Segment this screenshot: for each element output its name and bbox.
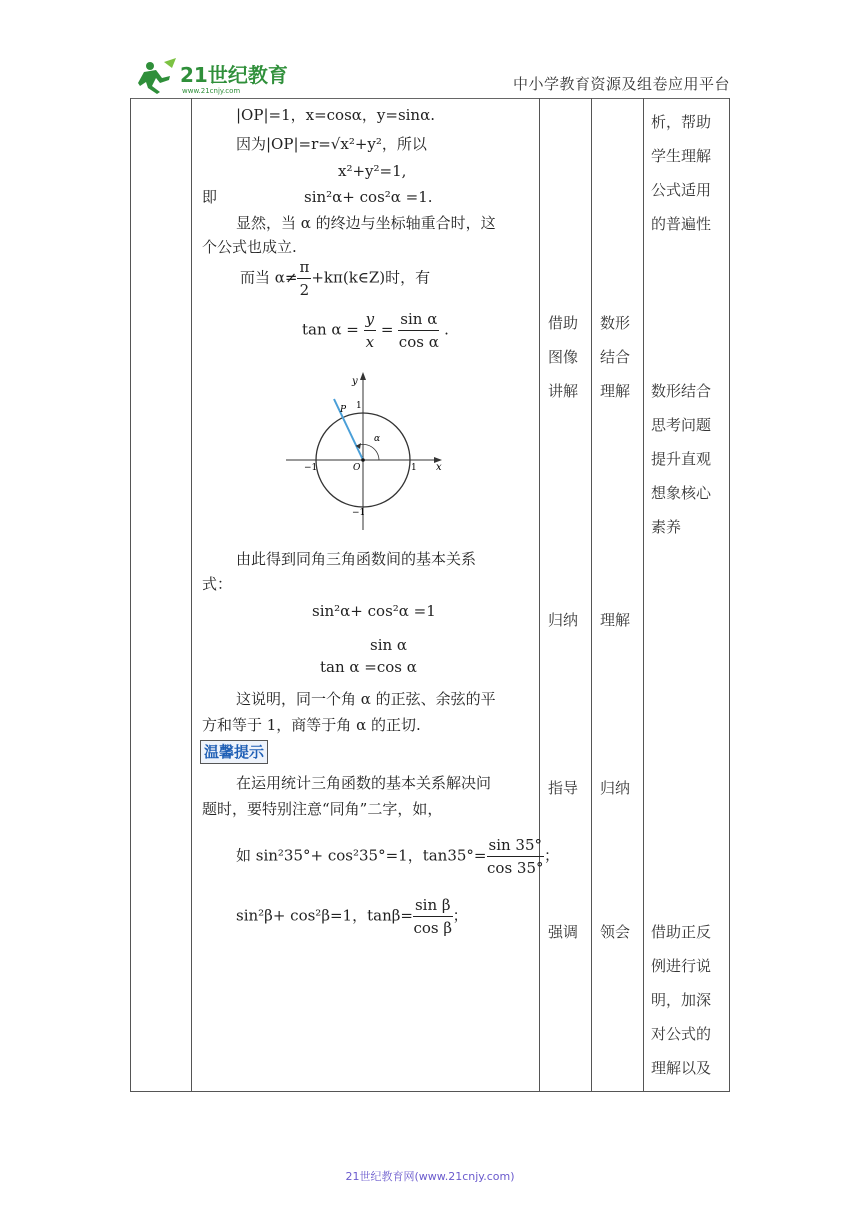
- content-line: 由此得到同角三角函数间的基本关系: [236, 550, 477, 568]
- content-line: 即: [202, 188, 218, 206]
- angle-alpha-label: α: [374, 434, 381, 444]
- content-line: 式：: [202, 575, 233, 593]
- condition-line: 而当 α≠ $\frac{\pi}{2}$ +kπ(k∈Z)时，有: [240, 258, 431, 299]
- origin-label: O: [353, 463, 361, 473]
- logo-21cnjy: [136, 56, 296, 96]
- design-intent-2: 数形结合 思考问题 提升直观 想象核心 素养: [651, 382, 712, 536]
- teacher-activity-4: 强调: [548, 923, 579, 941]
- svg-text:www.21cnjy.com: www.21cnjy.com: [182, 87, 241, 95]
- tick-label: −1: [304, 463, 318, 473]
- student-activity-4: 领会: [600, 923, 631, 941]
- student-activity-1: 数形 结合 理解: [600, 314, 631, 400]
- column-divider: [643, 98, 644, 1091]
- content-line: sin²α+ cos²α =1.: [304, 188, 433, 206]
- page-footer: 21世纪教育网(www.21cnjy.com): [345, 1170, 515, 1183]
- student-activity-2: 理解: [600, 611, 631, 629]
- sin35-over-cos35-fraction: $\frac{\sin 35^\circ}{\cos 35^\circ}$: [487, 836, 544, 877]
- content-line: 题时，要特别注意“同角”二字，如，: [202, 800, 443, 818]
- example-1: 如 sin²35°+ cos²35°=1，tan35°= $\frac{\sin 35^\circ}{\cos 35^\circ}$ ；: [236, 836, 560, 877]
- sinb-over-cosb-fraction: $\frac{\text{sin β}}{\text{cos β}}$: [413, 896, 453, 937]
- tick-label: −1: [352, 508, 366, 518]
- content-line: 个公式也成立.: [202, 238, 297, 256]
- tick-label: 1: [356, 401, 362, 411]
- design-intent-1: 析，帮助 学生理解 公式适用 的普遍性: [651, 113, 712, 233]
- y-axis-label: y: [352, 376, 358, 387]
- identity-2-numerator: sin α: [370, 636, 408, 654]
- identity-1: sin²α+ cos²α =1: [312, 602, 436, 620]
- student-activity-3: 归纳: [600, 779, 631, 797]
- sin-over-cos-fraction: $\frac{\text{sin α}}{\text{cos α}}$: [398, 310, 439, 351]
- content-line: 方和等于 1，商等于角 α 的正切.: [202, 716, 421, 734]
- header-platform-name: 中小学教育资源及组卷应用平台: [512, 75, 730, 93]
- pi-over-2-fraction: $\frac{\pi}{2}$: [299, 258, 310, 299]
- content-line: |OP|=1，x=cosα，y=sinα.: [236, 106, 435, 124]
- y-over-x-fraction: $\frac{y}{x}$: [365, 310, 375, 351]
- tan-definition: tan α = $\frac{y}{x}$ = $\frac{\text{sin α}}{\text{cos α}}$ .: [302, 310, 449, 351]
- svg-text:21世纪教育: 21世纪教育: [180, 63, 288, 87]
- tick-label: 1: [411, 463, 417, 473]
- content-line: 显然，当 α 的终边与坐标轴重合时，这: [236, 214, 496, 232]
- teacher-activity-3: 指导: [548, 779, 579, 797]
- column-divider: [191, 98, 192, 1091]
- identity-2: tan α =cos α: [320, 658, 417, 676]
- content-line: 这说明，同一个角 α 的正弦、余弦的平: [236, 690, 496, 708]
- content-line: x²+y²=1,: [338, 162, 407, 180]
- design-intent-3: 借助正反 例进行说 明，加深 对公式的 理解以及: [651, 923, 712, 1077]
- content-line: 因为|OP|=r=√x²+y²，所以: [236, 135, 427, 153]
- tip-badge: 温馨提示: [200, 740, 268, 764]
- content-line: 在运用统计三角函数的基本关系解决问: [236, 774, 492, 792]
- teacher-activity-2: 归纳: [548, 611, 579, 629]
- teacher-activity-1: 借助 图像 讲解: [548, 314, 579, 400]
- unit-circle-figure: [282, 370, 448, 532]
- column-divider: [591, 98, 592, 1091]
- example-2: sin²β+ cos²β=1，tanβ= $\frac{\text{sin β}}{\text{cos β}}$ ；: [236, 896, 468, 937]
- point-p-label: P: [340, 405, 347, 415]
- column-divider: [539, 98, 540, 1091]
- x-axis-label: x: [436, 462, 442, 473]
- page-header: [130, 52, 730, 99]
